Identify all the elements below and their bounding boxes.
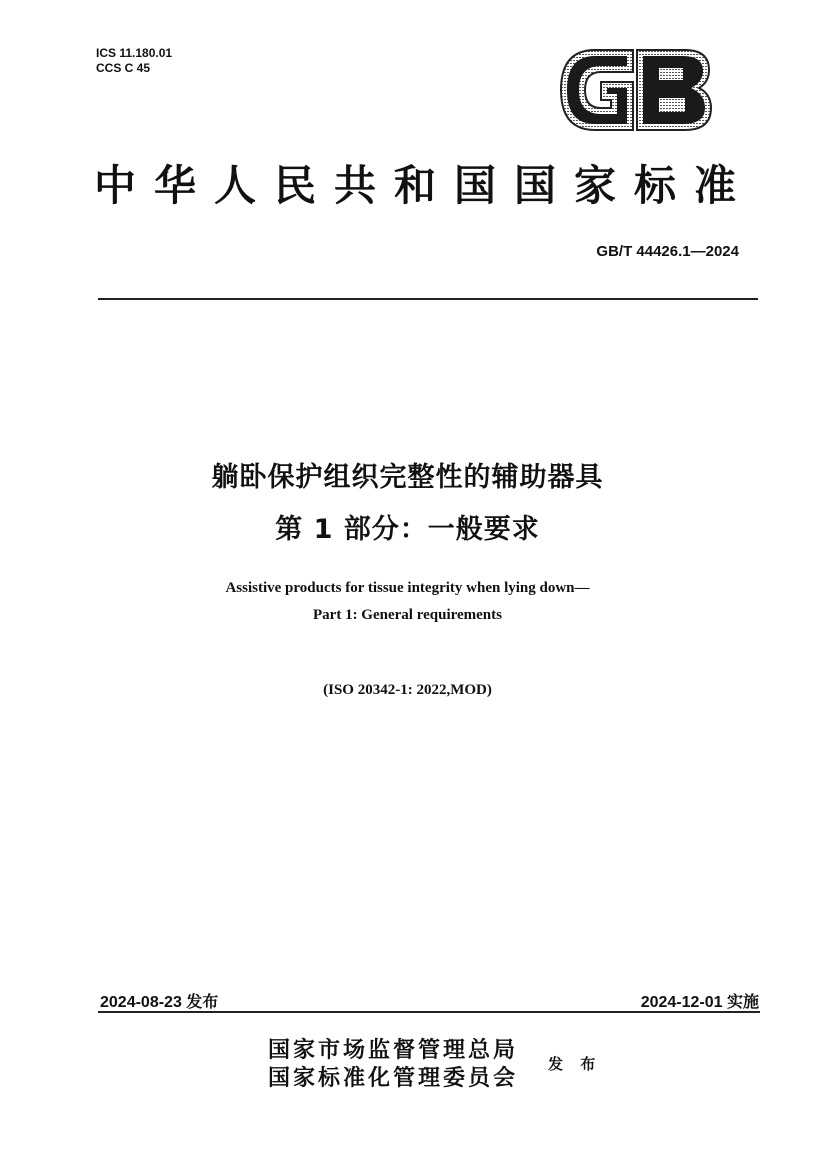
english-title-line-2: Part 1: General requirements [313,607,502,623]
issuer-sac: 国家标准化管理委员会 [268,1065,519,1091]
chinese-title-line-1: 躺卧保护组织完整性的辅助器具 [211,462,604,493]
ccs-code: CCS C 45 [96,61,151,75]
english-title-line-1: Assistive products for tissue integrity when lying down— [225,580,590,596]
issuing-authorities [268,1036,518,1092]
ics-code: ICS 11.180.01 [96,46,173,60]
issue-date: 2024-08-23 发布 [100,994,219,1011]
publish-label: 发 布 [548,1055,602,1073]
top-divider [98,298,758,300]
national-standard-heading: 中华人民共和国国家标准 [94,161,755,210]
iso-adoption-note: (ISO 20342-1: 2022,MOD) [323,682,492,698]
implementation-date: 2024-12-01 实施 [640,994,759,1011]
standard-number: GB/T 44426.1—2024 [596,243,739,260]
gb-logo [555,48,713,132]
issuer-samr: 国家市场监督管理总局 [268,1037,519,1063]
bottom-divider [98,1011,760,1013]
classification-codes [96,46,172,76]
chinese-title-line-2: 第 1 部分：一般要求 [275,514,540,545]
